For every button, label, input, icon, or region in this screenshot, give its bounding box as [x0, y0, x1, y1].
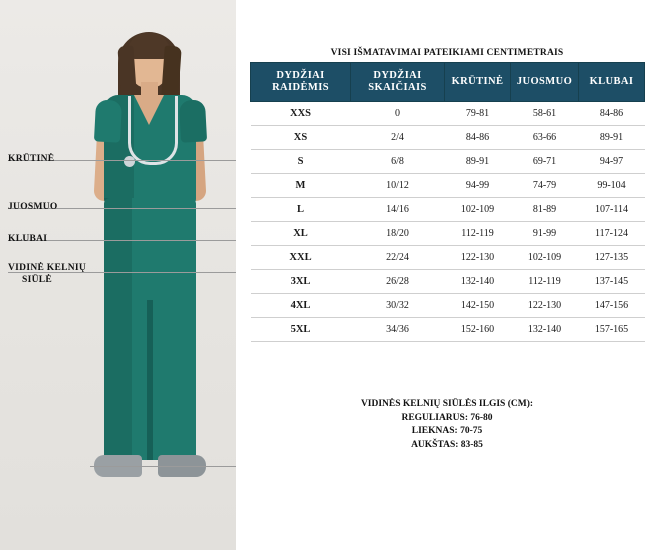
cell-chest: 112-119 — [445, 222, 511, 246]
table-row — [251, 174, 645, 198]
cell-size-number: 22/24 — [351, 246, 445, 270]
cell-waist: 132-140 — [511, 318, 579, 342]
table-header-row — [251, 63, 645, 102]
cell-waist: 74-79 — [511, 174, 579, 198]
table-row — [251, 294, 645, 318]
cell-hips: 94-97 — [579, 150, 645, 174]
sleeve-left-shape — [94, 99, 122, 142]
label-inseam-line1: VIDINĖ KELNIŲ — [8, 263, 87, 273]
table-row — [251, 246, 645, 270]
label-inseam — [8, 262, 86, 286]
footnote-line-title: VIDINĖS KELNIŲ SIŪLĖS ILGIS (CM): — [360, 399, 534, 409]
cell-size-letter: S — [251, 150, 351, 174]
cell-size-number: 2/4 — [351, 126, 445, 150]
cell-size-letter: XXS — [251, 102, 351, 126]
cell-waist: 112-119 — [511, 270, 579, 294]
table-row — [251, 150, 645, 174]
size-table-panel — [246, 0, 648, 550]
label-inseam-line2: SIŪLĖ — [22, 275, 53, 285]
cell-waist: 69-71 — [511, 150, 579, 174]
sleeve-right-shape — [179, 99, 207, 142]
cell-chest: 142-150 — [445, 294, 511, 318]
column-header-hips — [579, 63, 645, 102]
table-row — [251, 198, 645, 222]
header-line2: RAIDĖMIS — [272, 82, 329, 93]
label-waist: JUOSMUO — [8, 202, 58, 212]
cell-chest: 132-140 — [445, 270, 511, 294]
model-photo-panel — [0, 0, 236, 550]
cell-chest: 152-160 — [445, 318, 511, 342]
inseam-shadow — [147, 300, 153, 460]
cell-size-letter: XXL — [251, 246, 351, 270]
cell-chest: 102-109 — [445, 198, 511, 222]
table-row — [251, 102, 645, 126]
footnote-line-regular: REGULIARUS: 76-80 — [401, 412, 493, 423]
cell-size-letter: 4XL — [251, 294, 351, 318]
cell-size-number: 18/20 — [351, 222, 445, 246]
header-line1: JUOSMUO — [516, 76, 573, 87]
cell-hips: 117-124 — [579, 222, 645, 246]
cell-chest: 84-86 — [445, 126, 511, 150]
cell-hips: 157-165 — [579, 318, 645, 342]
table-row — [251, 126, 645, 150]
column-header-size-numbers — [351, 63, 445, 102]
cell-size-letter: M — [251, 174, 351, 198]
cell-size-number: 34/36 — [351, 318, 445, 342]
cell-waist: 102-109 — [511, 246, 579, 270]
size-table — [250, 62, 645, 342]
cell-size-letter: 3XL — [251, 270, 351, 294]
table-title: VISI IŠMATAVIMAI PATEIKIAMI CENTIMETRAIS — [330, 48, 564, 58]
cell-chest: 122-130 — [445, 246, 511, 270]
column-header-waist — [511, 63, 579, 102]
cell-hips: 89-91 — [579, 126, 645, 150]
column-header-size-letters — [251, 63, 351, 102]
cell-waist: 63-66 — [511, 126, 579, 150]
cell-waist: 81-89 — [511, 198, 579, 222]
cell-size-number: 6/8 — [351, 150, 445, 174]
cell-hips: 147-156 — [579, 294, 645, 318]
cell-chest: 89-91 — [445, 150, 511, 174]
cell-waist: 91-99 — [511, 222, 579, 246]
table-row — [251, 270, 645, 294]
cell-size-number: 30/32 — [351, 294, 445, 318]
cell-size-letter: 5XL — [251, 318, 351, 342]
header-line1: KLUBAI — [589, 76, 634, 87]
cell-hips: 99-104 — [579, 174, 645, 198]
cell-chest: 79-81 — [445, 102, 511, 126]
cell-hips: 127-135 — [579, 246, 645, 270]
cell-size-letter: XS — [251, 126, 351, 150]
header-line1: DYDŽIAI — [276, 70, 325, 81]
column-header-chest — [445, 63, 511, 102]
header-line1: DYDŽIAI — [373, 70, 422, 81]
stethoscope-icon — [128, 96, 178, 165]
cell-hips: 84-86 — [579, 102, 645, 126]
scrub-pants-shading — [104, 198, 132, 460]
cell-hips: 107-114 — [579, 198, 645, 222]
cell-waist: 122-130 — [511, 294, 579, 318]
cell-size-number: 0 — [351, 102, 445, 126]
header-line1: KRŪTINĖ — [451, 76, 504, 87]
header-line2: SKAIČIAIS — [368, 82, 427, 93]
cell-waist: 58-61 — [511, 102, 579, 126]
footnote-line-slim: LIEKNAS: 70-75 — [411, 426, 483, 436]
stethoscope-chestpiece-icon — [124, 156, 135, 167]
cell-chest: 94-99 — [445, 174, 511, 198]
label-chest: KRŪTINĖ — [8, 154, 55, 164]
cell-size-number: 26/28 — [351, 270, 445, 294]
footnote-line-tall: AUKŠTAS: 83-85 — [411, 439, 483, 450]
cell-size-letter: XL — [251, 222, 351, 246]
label-hips: KLUBAI — [8, 234, 48, 244]
inseam-footnote — [250, 398, 644, 452]
table-row — [251, 318, 645, 342]
cell-hips: 137-145 — [579, 270, 645, 294]
table-row — [251, 222, 645, 246]
guide-line-inseam-bottom — [90, 466, 236, 467]
cell-size-number: 10/12 — [351, 174, 445, 198]
cell-size-number: 14/16 — [351, 198, 445, 222]
cell-size-letter: L — [251, 198, 351, 222]
